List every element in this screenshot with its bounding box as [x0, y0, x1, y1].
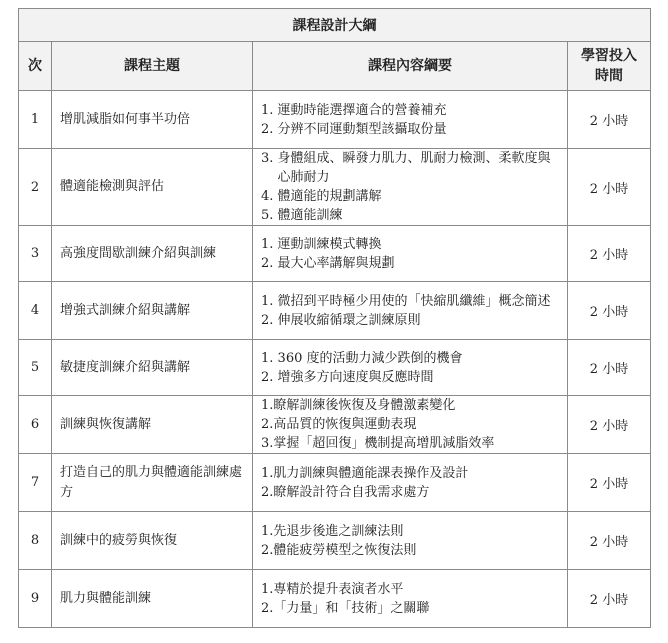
- content-item-number: 1.: [261, 465, 274, 481]
- content-item-text: 體適能的規劃講解: [277, 189, 382, 204]
- table-row: [19, 454, 651, 512]
- row-topic: 訓練中的疲勞與恢復: [52, 512, 253, 570]
- table-row: [19, 226, 651, 282]
- content-item-number: 2.: [261, 121, 278, 137]
- row-hours: 2 小時: [568, 512, 651, 570]
- content-item-text: 身體組成、瞬發力肌力、肌耐力檢測、柔軟度與心肺耐力: [277, 151, 551, 185]
- row-number: 5: [19, 340, 52, 396]
- header-topic: 課程主題: [52, 42, 253, 91]
- row-topic: 高強度間歇訓練介紹與訓練: [52, 226, 253, 282]
- course-outline-table: [18, 8, 651, 628]
- content-item-number: 2.: [261, 417, 274, 432]
- content-item-text: 360 度的活動力減少跌倒的機會: [277, 350, 463, 366]
- row-hours: 2 小時: [568, 454, 651, 512]
- row-hours: 2 小時: [568, 396, 651, 454]
- row-content: [253, 512, 568, 570]
- content-item: [261, 434, 563, 453]
- row-content: [253, 396, 568, 454]
- content-item-number: 2.: [261, 484, 274, 500]
- content-item-number: 3.: [261, 151, 278, 166]
- row-hours: 2 小時: [568, 570, 651, 628]
- content-item-number: 2.: [261, 312, 278, 328]
- content-item-text: 先退步後進之訓練法則: [273, 523, 404, 539]
- content-item-number: 1.: [261, 293, 278, 309]
- content-item-text: 體能疲勞模型之恢復法則: [273, 542, 417, 558]
- content-item-number: 1.: [261, 398, 274, 413]
- header-hours-line1: 學習投入: [581, 48, 637, 64]
- title-row: [19, 9, 651, 42]
- row-number: 7: [19, 454, 52, 512]
- content-item-text: 高品質的恢復與運動表現: [273, 417, 417, 432]
- row-number: 2: [19, 149, 52, 226]
- content-item: [261, 368, 563, 387]
- row-number: 8: [19, 512, 52, 570]
- row-topic: 敏捷度訓練介紹與講解: [52, 340, 253, 396]
- row-number: 1: [19, 91, 52, 149]
- content-item: [261, 235, 563, 254]
- content-item-text: 瞭解訓練後恢復及身體激素變化: [273, 398, 456, 413]
- table-row: [19, 396, 651, 454]
- content-item-text: 最大心率講解與規劃: [277, 255, 395, 271]
- row-content: [253, 226, 568, 282]
- content-item: [261, 187, 563, 206]
- row-content: [253, 91, 568, 149]
- content-item-text: 運動訓練模式轉換: [277, 236, 382, 252]
- row-content: [253, 340, 568, 396]
- content-item-number: 1.: [261, 350, 278, 366]
- content-item-number: 1.: [261, 523, 274, 539]
- content-item: [261, 349, 563, 368]
- content-item: [261, 292, 563, 311]
- content-item-text: 微招到平時極少用使的「快縮肌纖維」概念簡述: [277, 293, 551, 309]
- table-row: [19, 282, 651, 340]
- content-item-text: 「力量」和「技術」之關聯: [273, 600, 430, 616]
- content-item: [261, 522, 563, 541]
- content-item-number: 2.: [261, 600, 274, 616]
- table-row: [19, 149, 651, 226]
- table-row: [19, 91, 651, 149]
- header-row: [19, 42, 651, 91]
- row-topic: 訓練與恢復講解: [52, 396, 253, 454]
- content-item-text: 專精於提升表演者水平: [273, 581, 404, 597]
- content-item: [261, 254, 563, 273]
- row-content: [253, 454, 568, 512]
- row-content: [253, 570, 568, 628]
- content-item: [261, 396, 563, 415]
- table-body: [19, 9, 651, 628]
- content-item: [261, 483, 563, 502]
- row-topic: 肌力與體能訓練: [52, 570, 253, 628]
- row-number: 6: [19, 396, 52, 454]
- table-row: [19, 570, 651, 628]
- content-item: [261, 101, 563, 120]
- content-item-number: 5.: [261, 208, 278, 223]
- content-item-text: 掌握「超回復」機制提高增肌減脂效率: [273, 436, 495, 451]
- row-number: 4: [19, 282, 52, 340]
- row-hours: 2 小時: [568, 226, 651, 282]
- row-number: 3: [19, 226, 52, 282]
- row-topic: 體適能檢測與評估: [52, 149, 253, 226]
- row-topic: 打造自己的肌力與體適能訓練處方: [52, 454, 253, 512]
- row-content: [253, 149, 568, 226]
- row-hours: 2 小時: [568, 282, 651, 340]
- header-hours-line2: 時間: [595, 68, 623, 84]
- content-item-text: 肌力訓練與體適能課表操作及設計: [273, 465, 469, 481]
- row-topic: 增強式訓練介紹與講解: [52, 282, 253, 340]
- content-item: [261, 599, 563, 618]
- content-item: [261, 464, 563, 483]
- row-hours: 2 小時: [568, 340, 651, 396]
- content-item-number: 1.: [261, 581, 274, 597]
- header-content: 課程內容綱要: [253, 42, 568, 91]
- content-item-text: 體適能訓練: [277, 208, 343, 223]
- content-item: [261, 149, 563, 187]
- content-item-number: 3.: [261, 436, 274, 451]
- content-item-text: 增強多方向速度與反應時間: [277, 369, 434, 385]
- header-no: 次: [19, 42, 52, 91]
- row-topic: 增肌減脂如何事半功倍: [52, 91, 253, 149]
- content-item: [261, 206, 563, 225]
- table-title: 課程設計大綱: [19, 9, 651, 42]
- content-item: [261, 415, 563, 434]
- row-content: [253, 282, 568, 340]
- table-row: [19, 512, 651, 570]
- content-item-number: 4.: [261, 189, 278, 204]
- content-item: [261, 541, 563, 560]
- content-item-number: 2.: [261, 255, 278, 271]
- content-item: [261, 580, 563, 599]
- content-item: [261, 120, 563, 139]
- content-item-text: 分辨不同運動類型該攝取份量: [277, 121, 447, 137]
- row-number: 9: [19, 570, 52, 628]
- content-item: [261, 311, 563, 330]
- content-item-number: 1.: [261, 236, 278, 252]
- content-item-number: 2.: [261, 542, 274, 558]
- header-hours: [568, 42, 651, 91]
- row-hours: 2 小時: [568, 91, 651, 149]
- content-item-text: 運動時能選擇適合的營養補充: [277, 102, 447, 118]
- table-row: [19, 340, 651, 396]
- content-item-text: 伸展收縮循環之訓練原則: [277, 312, 421, 328]
- content-item-number: 2.: [261, 369, 278, 385]
- content-item-text: 瞭解設計符合自我需求處方: [273, 484, 430, 500]
- content-item-number: 1.: [261, 102, 278, 118]
- row-hours: 2 小時: [568, 149, 651, 226]
